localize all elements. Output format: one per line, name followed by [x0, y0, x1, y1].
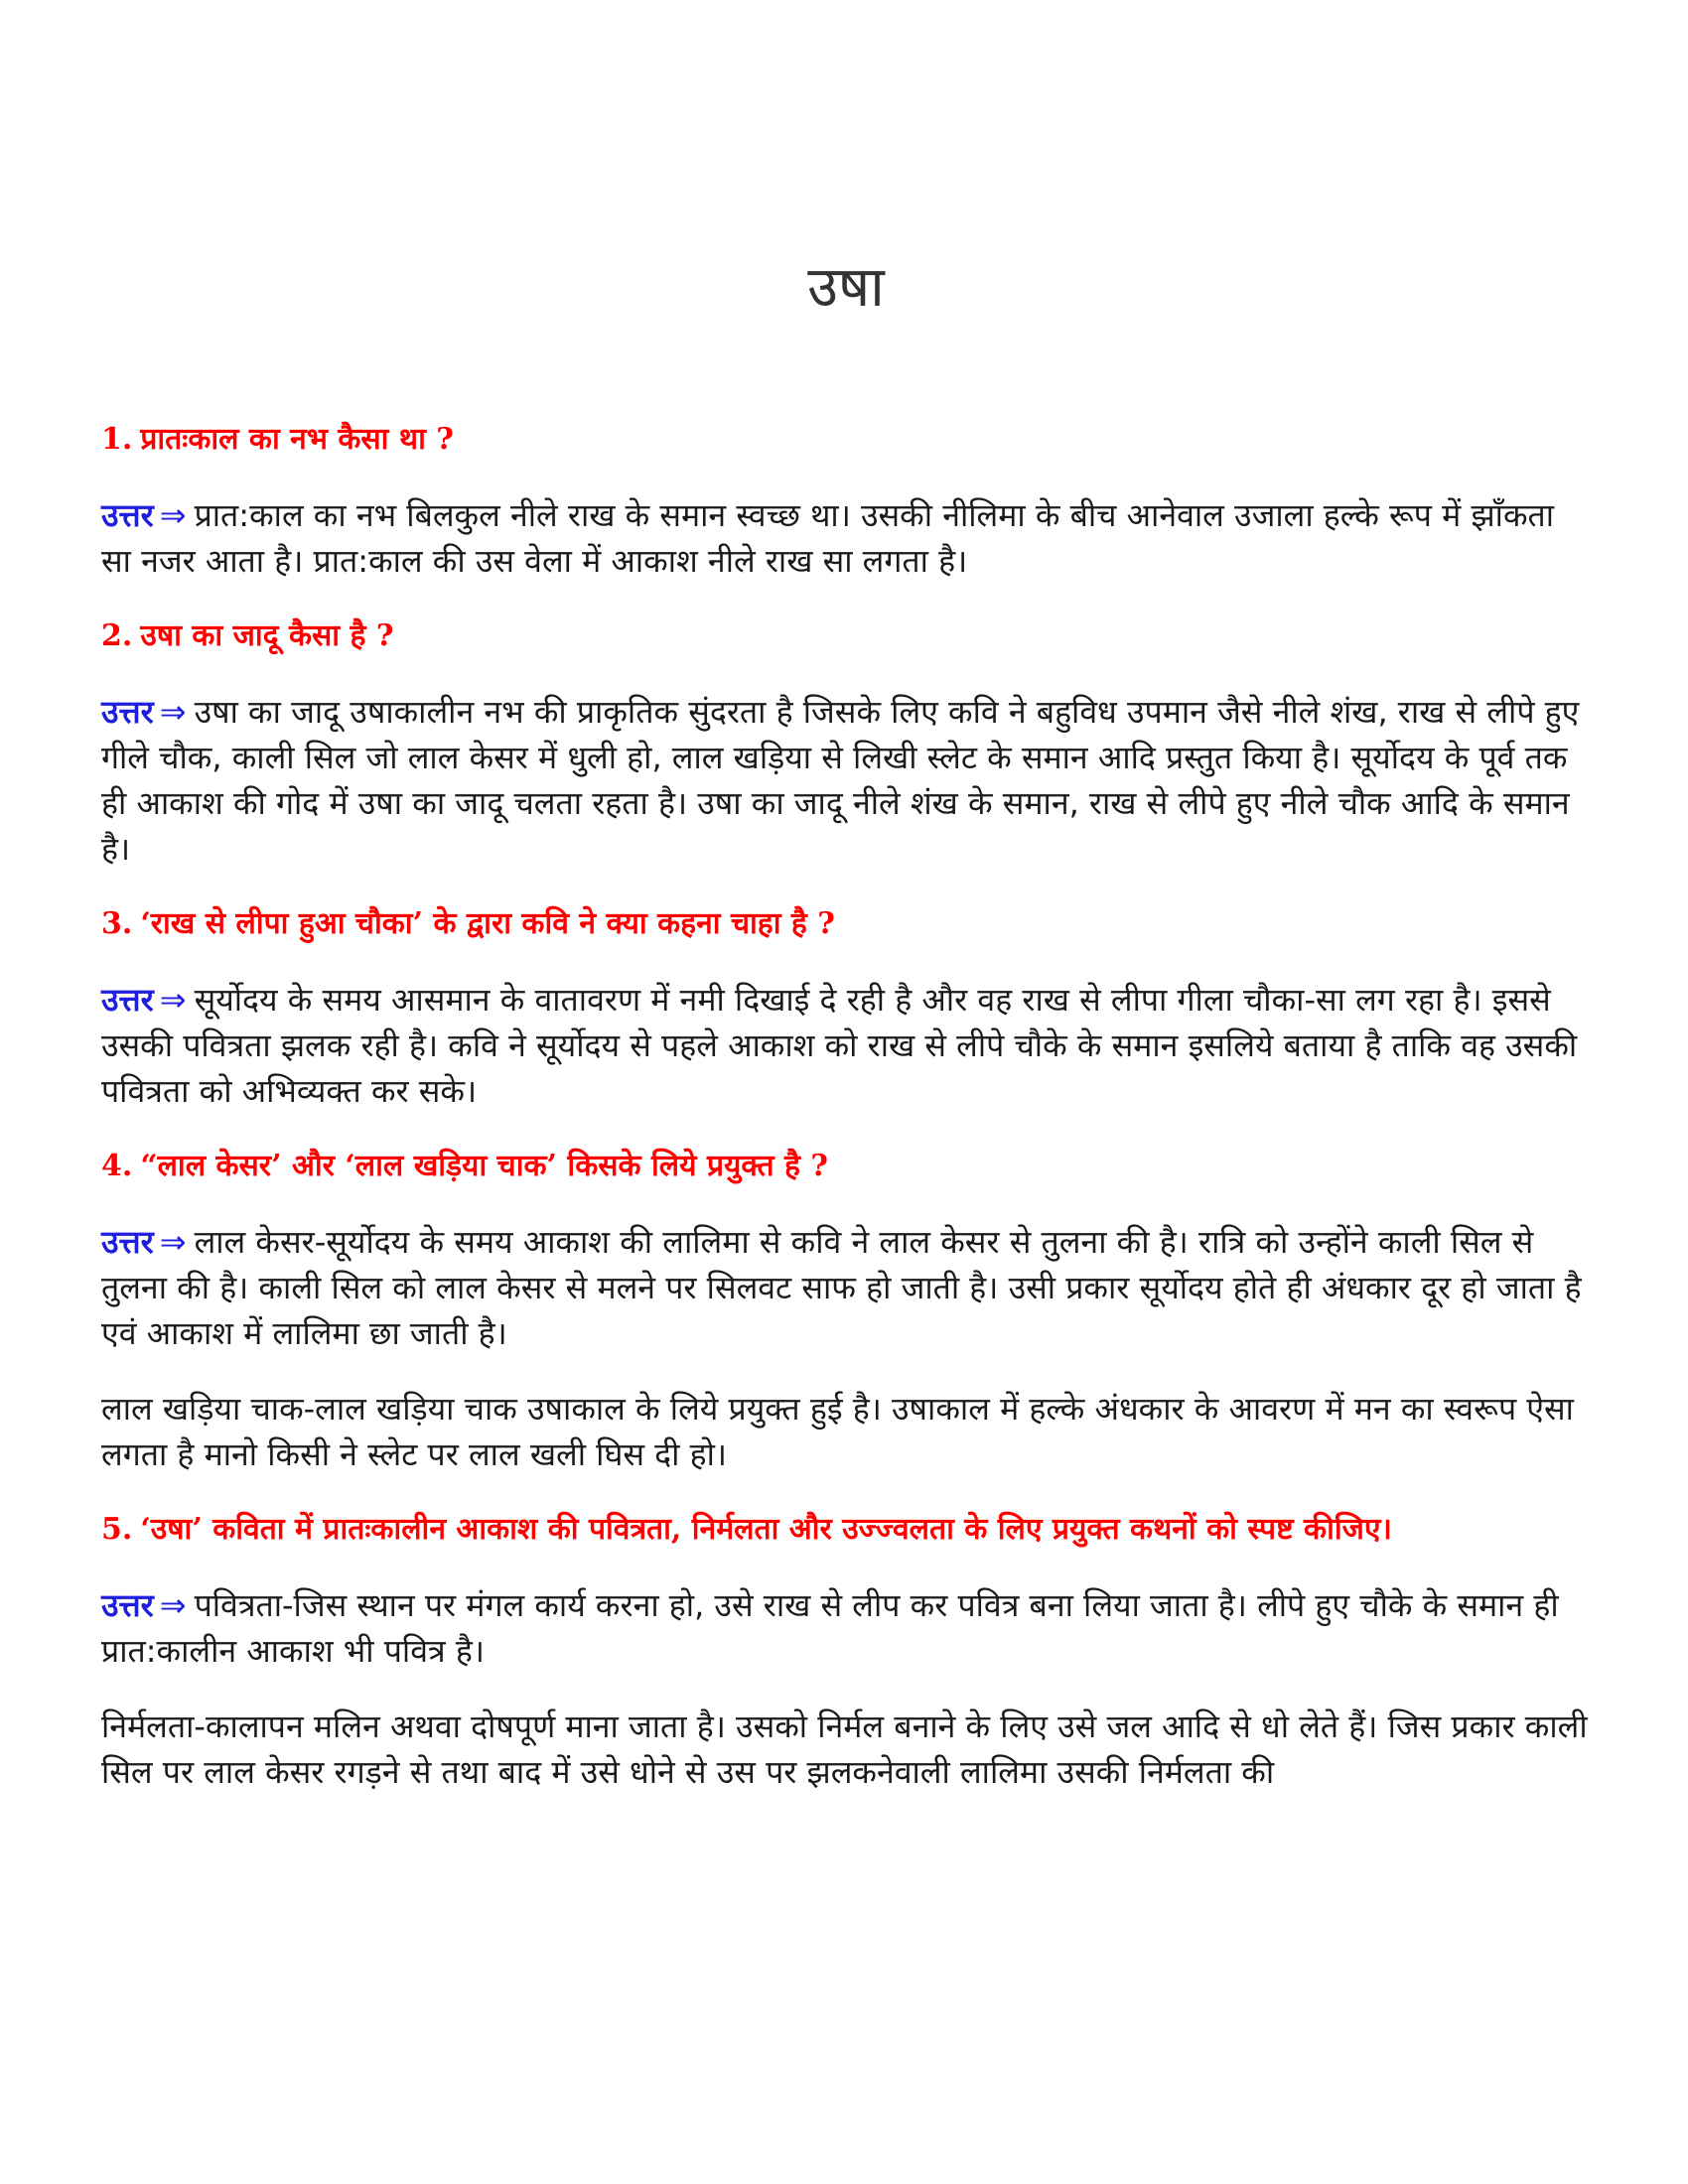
answer-1 [101, 492, 1591, 584]
question-text: उषा का जादू कैसा है ? [140, 618, 394, 653]
question-3 [101, 901, 1591, 947]
answer-text: लाल केसर-सूर्योदय के समय आकाश की लालिमा से कवि ने लाल केसर से तुलना की है। रात्रि को उन्होंने काली सिल से तुलना की है। काली सिल को लाल केसर से मलने पर सिलवट साफ हो जाती है। उसी प्रकार सूर्योदय होते ही अंधकार दूर हो जाता है एवं आकाश में लालिमा छा जाती है। [101, 1223, 1582, 1352]
question-text: ‘राख से लीपा हुआ चौका’ के द्वारा कवि ने क्या कहना चाहा है ? [140, 906, 835, 941]
document-page [101, 248, 1591, 1825]
question-number: 4. [101, 1149, 133, 1183]
answer-label: उत्तर [101, 981, 154, 1019]
arrow-icon: ⇒ [159, 496, 187, 534]
answer-text: उषा का जादू उषाकालीन नभ की प्राकृतिक सुंदरता है जिसके लिए कवि ने बहुविध उपमान जैसे नीले शंख, राख से लीपे हुए गीले चौक, काली सिल जो लाल केसर में धुली हो, लाल खड़िया से लिखी स्लेट के समान आदि प्रस्तुत किया है। सूर्योदय के पूर्व तक ही आकाश की गोद में उषा का जादू चलता रहता है। उषा का जादू नीले शंख के समान, राख से लीपे हुए नीले चौक आदि के समान है। [101, 693, 1580, 868]
question-5 [101, 1507, 1591, 1553]
question-text: “लाल केसर’ और ‘लाल खड़िया चाक’ किसके लिये प्रयुक्त है ? [140, 1149, 828, 1183]
question-4 [101, 1144, 1591, 1189]
answer-text: प्रात:काल का नभ बिलकुल नीले राख के समान स्वच्छ था। उसकी नीलिमा के बीच आनेवाल उजाला हल्के रूप में झाँकता सा नजर आता है। प्रात:काल की उस वेला में आकाश नीले राख सा लगता है। [101, 496, 1555, 580]
arrow-icon: ⇒ [159, 1586, 187, 1624]
question-number: 5. [101, 1512, 133, 1547]
answer-4 [101, 1219, 1591, 1356]
answer-text: पवित्रता-जिस स्थान पर मंगल कार्य करना हो, उसे राख से लीप कर पवित्र बना लिया जाता है। लीपे हुए चौके के समान ही प्रात:कालीन आकाश भी पवित्र है। [101, 1586, 1559, 1670]
answer-5-paragraph-2: निर्मलता-कालापन मलिन अथवा दोषपूर्ण माना जाता है। उसको निर्मल बनाने के लिए उसे जल आदि से धो लेते हैं। जिस प्रकार काली सिल पर लाल केसर रगड़ने से तथा बाद में उसे धोने से उस पर झलकनेवाली लालिमा उसकी निर्मलता की [101, 1707, 1588, 1791]
question-text: प्रातःकाल का नभ कैसा था ? [140, 422, 454, 457]
arrow-icon: ⇒ [159, 693, 187, 731]
answer-label: उत्तर [101, 1586, 154, 1624]
question-number: 2. [101, 618, 133, 653]
question-1 [101, 417, 1591, 463]
answer-text: सूर्योदय के समय आसमान के वातावरण में नमी दिखाई दे रही है और वह राख से लीपा गीला चौका-सा लग रहा है। इससे उसकी पवित्रता झलक रही है। कवि ने सूर्योदय से पहले आकाश को राख से लीपे चौके के समान इसलिये बताया है ताकि वह उसकी पवित्रता को अभिव्यक्त कर सके। [101, 981, 1578, 1110]
page-title: उषा [807, 255, 885, 320]
question-text: ‘उषा’ कविता में प्रातःकालीन आकाश की पवित्रता, निर्मलता और उज्ज्वलता के लिए प्रयुक्त कथनों को स्पष्ट कीजिए। [140, 1512, 1392, 1547]
answer-5 [101, 1582, 1591, 1674]
answer-label: उत्तर [101, 496, 154, 534]
answer-4-paragraph-2: लाल खड़िया चाक-लाल खड़िया चाक उषाकाल के लिये प्रयुक्त हुई है। उषाकाल में हल्के अंधकार के आवरण में मन का स्वरूप ऐसा लगता है मानो किसी ने स्लेट पर लाल खली घिस दी हो। [101, 1390, 1574, 1473]
arrow-icon: ⇒ [159, 981, 187, 1019]
answer-2 [101, 689, 1591, 872]
answer-3 [101, 977, 1591, 1114]
question-number: 3. [101, 906, 133, 941]
answer-label: उत्तर [101, 1223, 154, 1261]
answer-label: उत्तर [101, 693, 154, 731]
question-number: 1. [101, 422, 133, 457]
question-2 [101, 614, 1591, 659]
arrow-icon: ⇒ [159, 1223, 187, 1261]
